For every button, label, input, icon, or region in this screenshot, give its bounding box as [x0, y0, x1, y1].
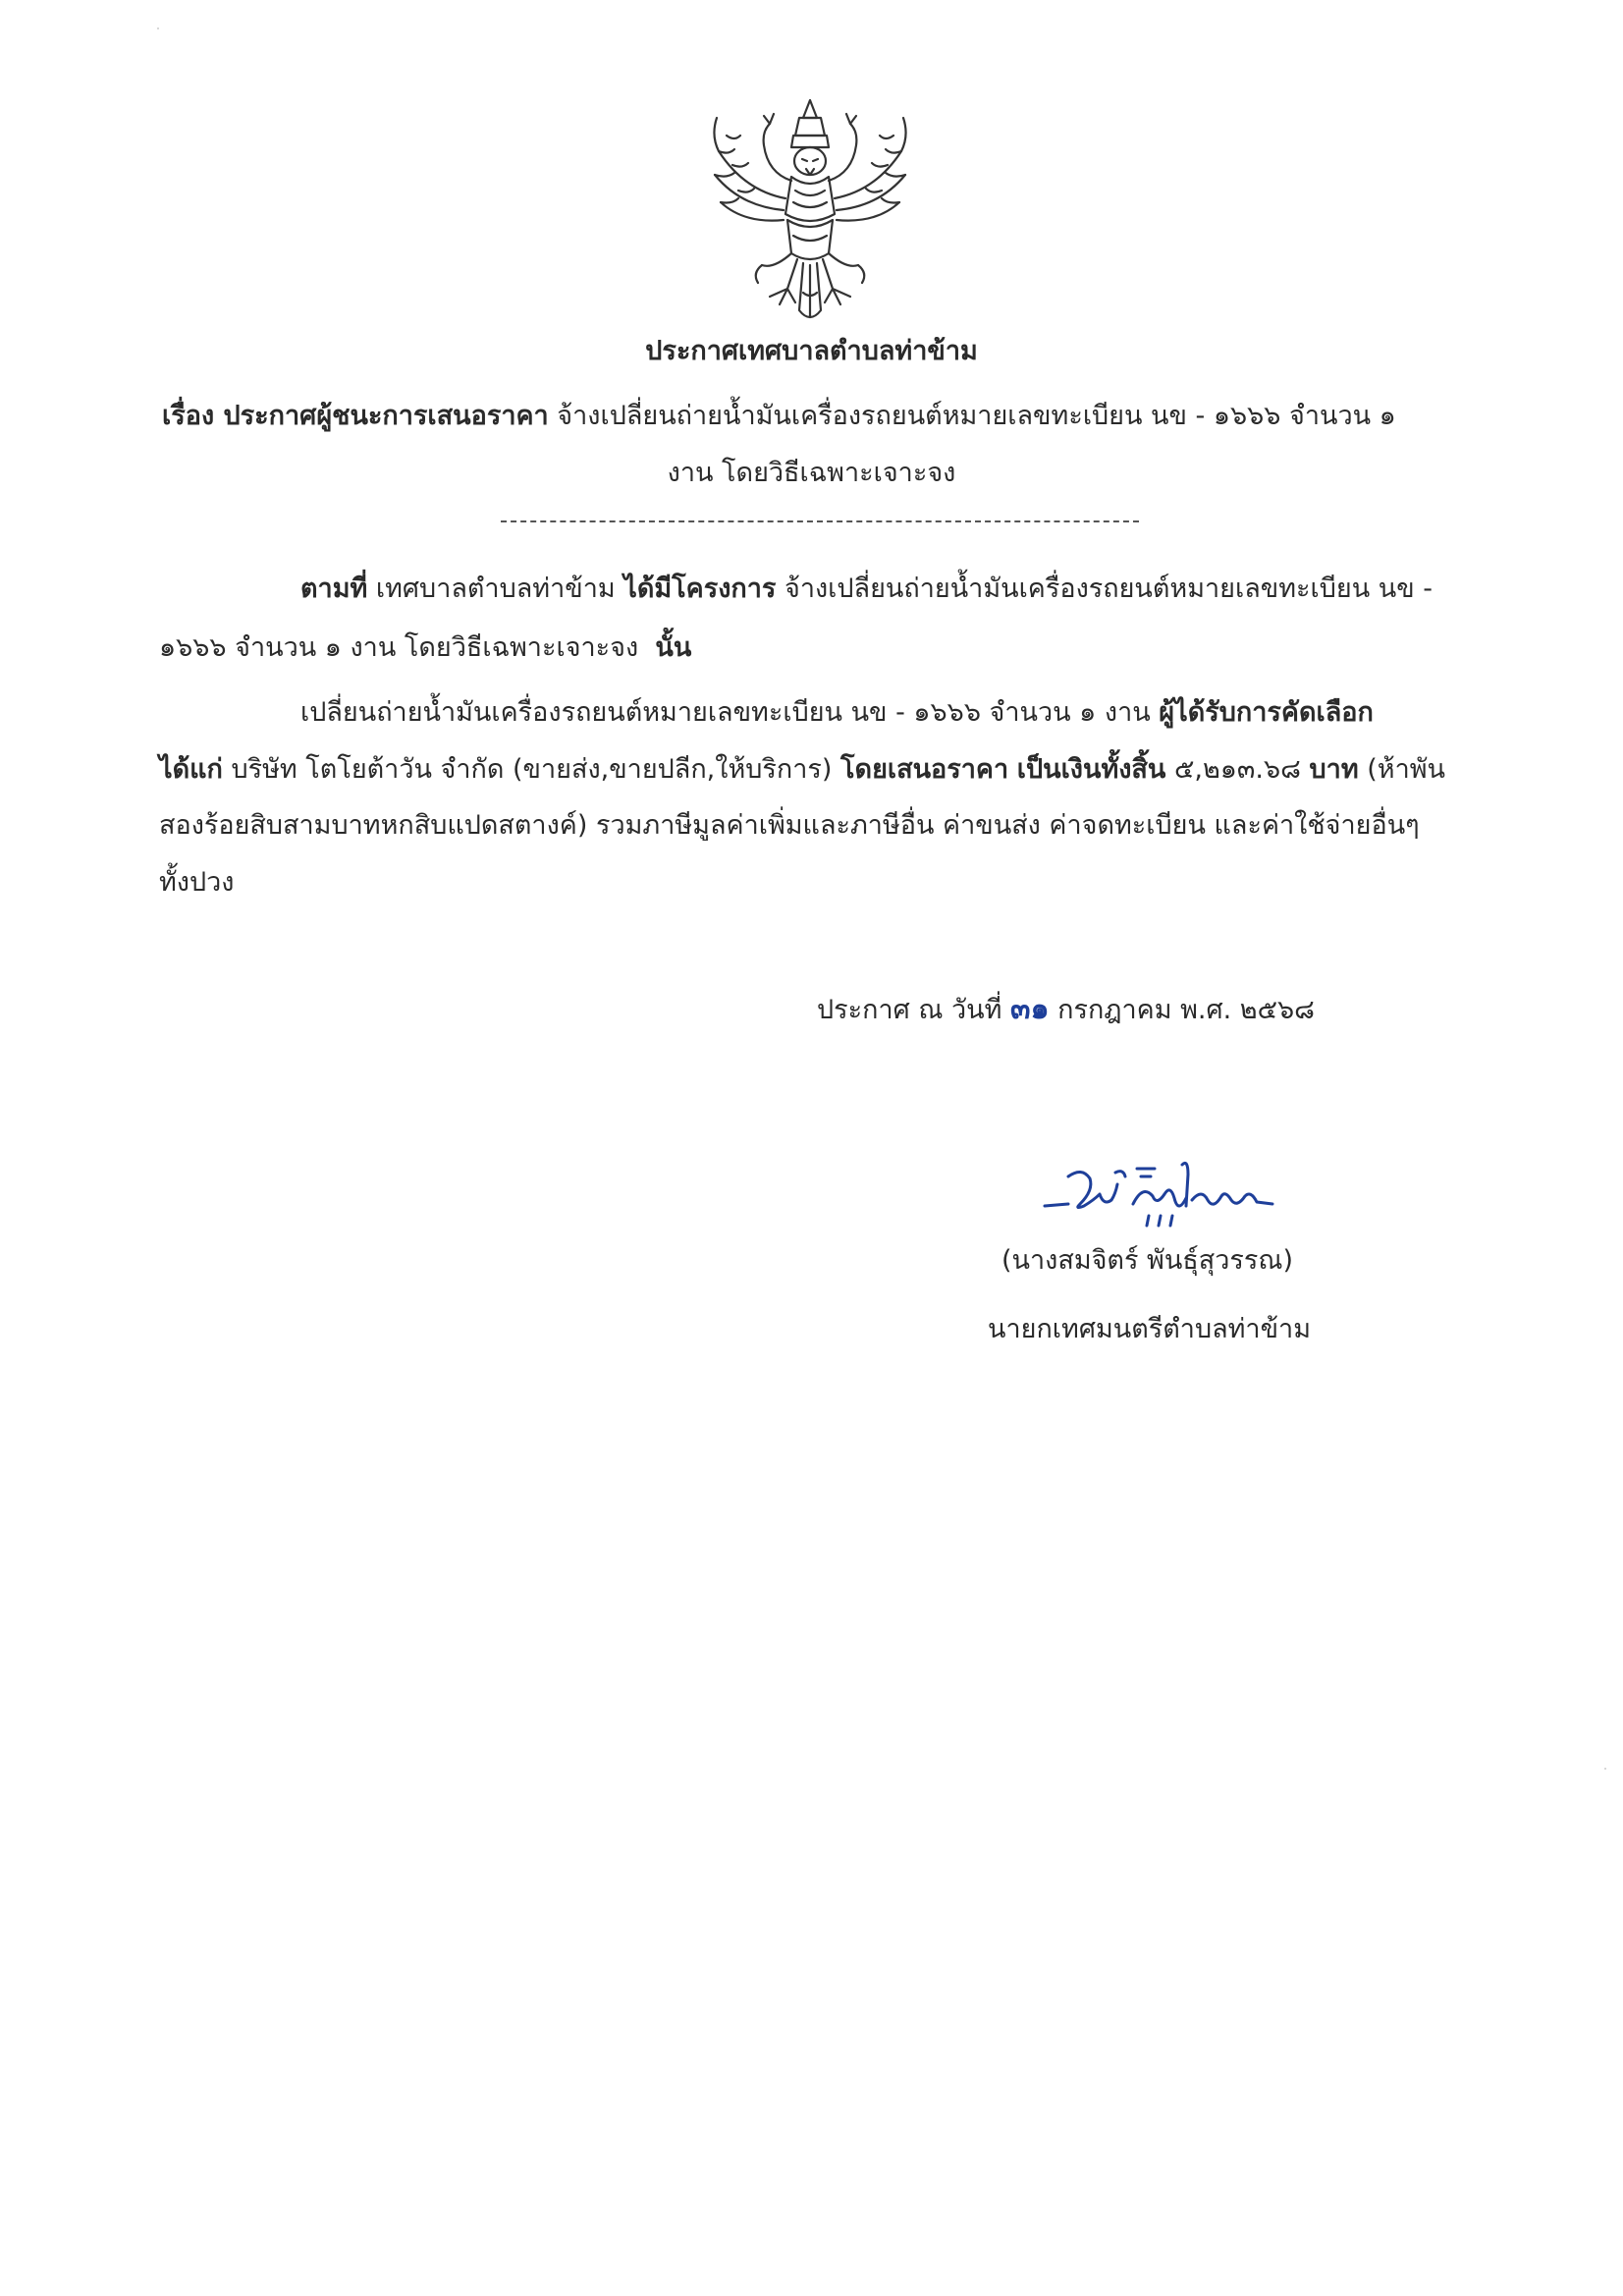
paragraph-2-line-4: ทั้งปวง: [159, 867, 235, 898]
p2-company: บริษัท โตโยต้าวัน จำกัด (ขายส่ง,ขายปลีก,ให้บริการ): [231, 754, 833, 785]
subject-text: จ้างเปลี่ยนถ่ายน้ำมันเครื่องรถยนต์หมายเลขทะเบียน นข - ๑๖๖๖ จำนวน ๑: [557, 401, 1396, 431]
p2-amount: ๕,๒๑๓.๖๘: [1173, 754, 1301, 785]
garuda-emblem-icon: [705, 96, 915, 330]
p2-namely-label: ได้แก่: [159, 754, 223, 785]
date-prefix: ประกาศ ณ วันที่: [817, 995, 1002, 1025]
p2-baht-label: บาท: [1309, 754, 1359, 785]
subject-label: เรื่อง ประกาศผู้ชนะการเสนอราคา: [162, 401, 549, 431]
paragraph-1-line-1: [300, 572, 1433, 607]
p2-total-label: เป็นเงินทั้งสิ้น: [1016, 754, 1166, 785]
paragraph-2-line-1: [300, 695, 1374, 731]
p2-offer-label: โดยเสนอราคา: [840, 754, 1009, 785]
paragraph-1-line-2: [159, 630, 691, 666]
paragraph-2-line-2: [159, 752, 1445, 788]
p1-project: จ้างเปลี่ยนถ่ายน้ำมันเครื่องรถยนต์หมายเลขทะเบียน นข -: [784, 574, 1433, 604]
p1-lead: ตามที่: [300, 574, 368, 604]
signer-position: นายกเทศมนตรีตำบลท่าข้าม: [988, 1314, 1311, 1344]
p1-project-label: ได้มีโครงการ: [623, 574, 777, 604]
date-day: ๓๑: [1010, 992, 1050, 1026]
signer-name: (นางสมจิตร์ พันธุ์สุวรรณ): [1001, 1245, 1294, 1276]
scan-speck: [157, 27, 159, 29]
p1-line2: ๑๖๖๖ จำนวน ๑ งาน โดยวิธีเฉพาะเจาะจง: [159, 632, 639, 663]
page-title: ประกาศเทศบาลตำบลท่าข้าม: [645, 336, 978, 366]
p2-line1-text: เปลี่ยนถ่ายน้ำมันเครื่องรถยนต์หมายเลขทะเบียน นข - ๑๖๖๖ จำนวน ๑ งาน: [300, 697, 1151, 728]
subject-line-2: งาน โดยวิธีเฉพาะเจาะจง: [667, 458, 956, 488]
signature-icon: [1039, 1155, 1284, 1233]
p1-agency: เทศบาลตำบลท่าข้าม: [375, 574, 616, 604]
announcement-date: [817, 992, 1315, 1028]
p2-winner-label: ผู้ได้รับการคัดเลือก: [1159, 697, 1374, 728]
p1-end: นั้น: [655, 632, 692, 663]
paragraph-2-line-3: สองร้อยสิบสามบาทหกสิบแปดสตางค์) รวมภาษีมูลค่าเพิ่มและภาษีอื่น ค่าขนส่ง ค่าจดทะเบียน และค่าใช้จ่ายอื่นๆ: [159, 810, 1420, 841]
date-suffix: กรกฎาคม พ.ศ. ๒๕๖๘: [1057, 995, 1315, 1025]
subject-line-1: [162, 399, 1396, 434]
scan-speck: [1604, 1768, 1606, 1770]
p2-amount-words-start: (ห้าพัน: [1367, 754, 1445, 785]
divider: [501, 520, 1139, 522]
